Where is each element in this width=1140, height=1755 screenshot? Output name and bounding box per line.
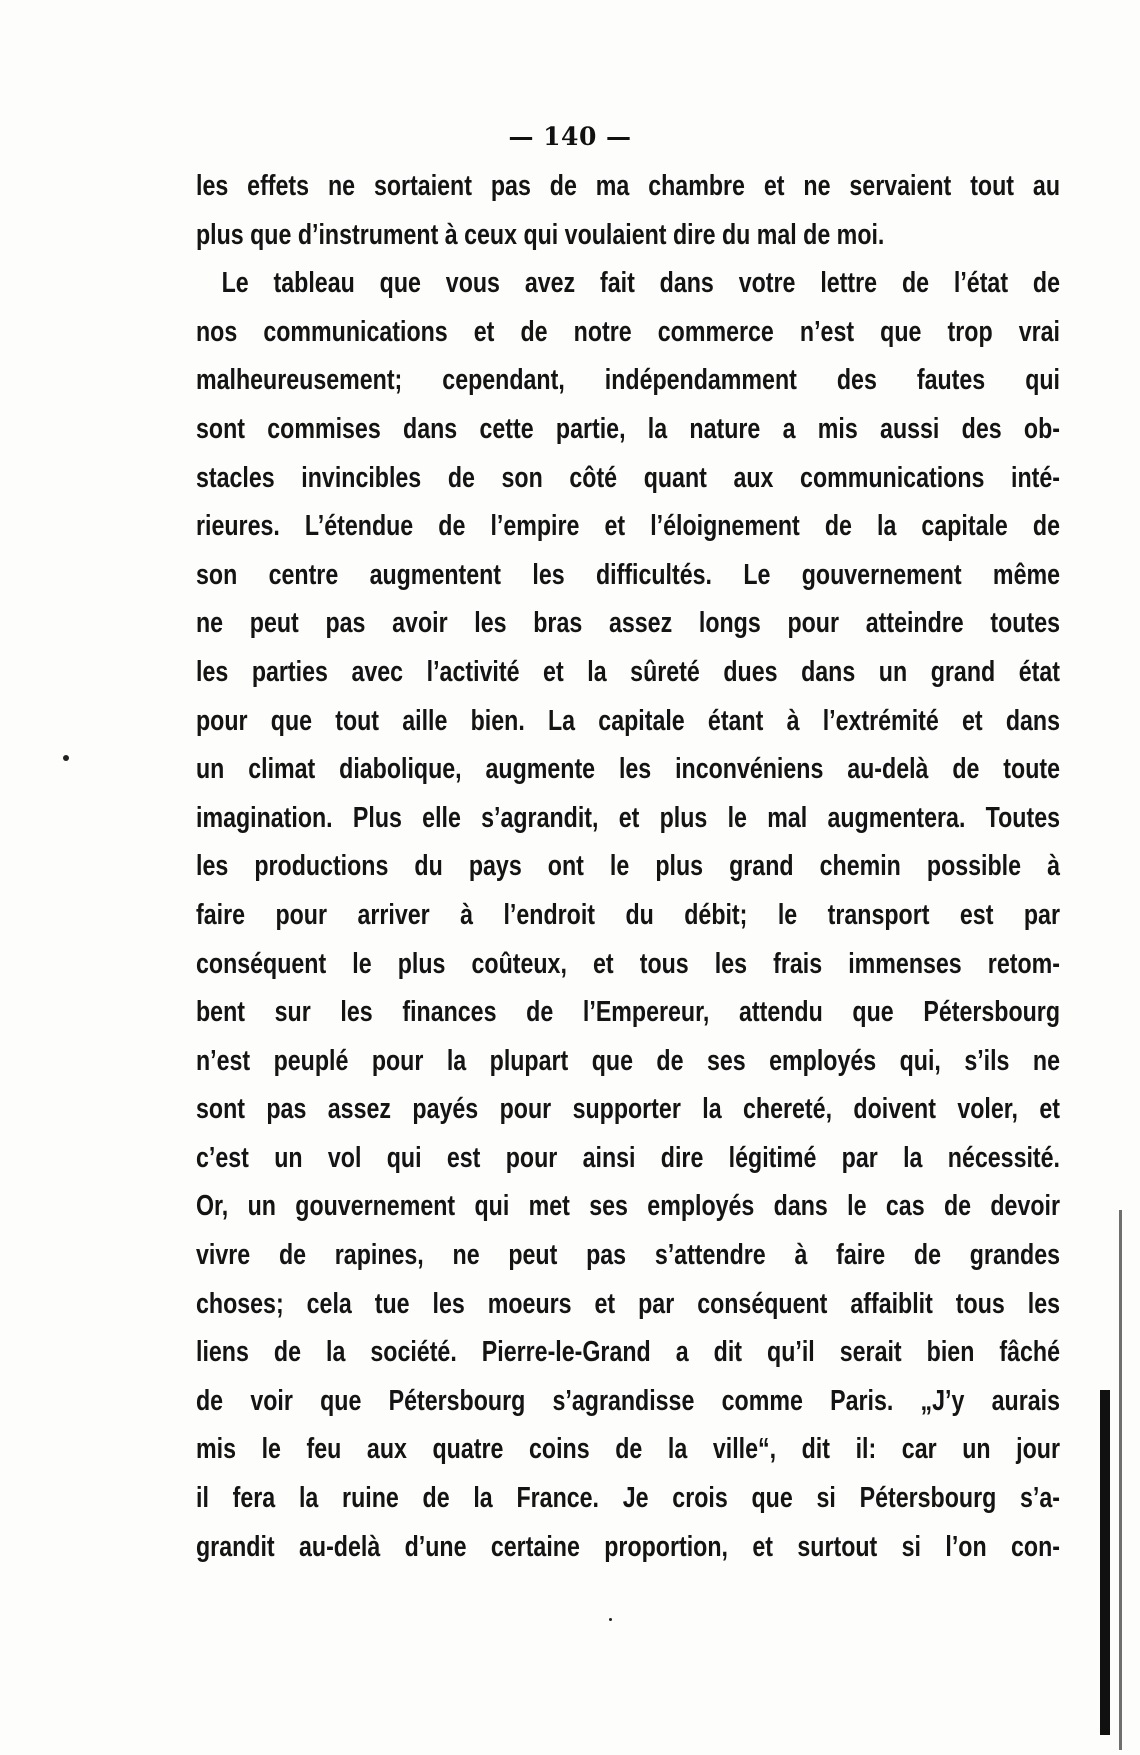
text-line: stacles invincibles de son côté quant aux communications inté- <box>196 461 1060 494</box>
text-line: liens de la société. Pierre-le-Grand a dit qu’il serait bien fâché <box>196 1336 1060 1369</box>
text-line: Or, un gouvernement qui met ses employés dans le cas de devoir <box>196 1190 1060 1223</box>
text-line: mis le feu aux quatre coins de la ville“, dit il: car un jour <box>196 1433 1060 1466</box>
body-text <box>196 162 1060 1571</box>
text-line: plus que d’instrument à ceux qui voulaient dire du mal de moi. <box>196 218 885 251</box>
text-line: choses; cela tue les moeurs et par conséquent affaiblit tous les <box>196 1287 1060 1320</box>
text-line: conséquent le plus coûteux, et tous les frais immenses retom- <box>196 947 1060 980</box>
text-line: vivre de rapines, ne peut pas s’attendre à faire de grandes <box>196 1239 1060 1272</box>
text-line: un climat diabolique, augmente les inconvéniens au-delà de toute <box>196 753 1060 786</box>
text-line: les effets ne sortaient pas de ma chambre et ne servaient tout au <box>196 170 1060 202</box>
text-line: n’est peuplé pour la plupart que de ses employés qui, s’ils ne <box>196 1044 1060 1077</box>
scan-edge-line <box>1119 1210 1122 1750</box>
margin-speck <box>63 755 69 761</box>
text-line: rieures. L’étendue de l’empire et l’éloignement de la capitale de <box>196 510 1060 543</box>
text-line: imagination. Plus elle s’agrandit, et plus le mal augmentera. Toutes <box>196 801 1060 834</box>
text-line: grandit au-delà d’une certaine proportion, et surtout si l’on con- <box>196 1530 1060 1563</box>
text-line: sont pas assez payés pour supporter la chereté, doivent voler, et <box>196 1093 1060 1126</box>
text-line: Le tableau que vous avez fait dans votre lettre de l’état de <box>221 267 1061 300</box>
text-line: ne peut pas avoir les bras assez longs pour atteindre toutes <box>196 607 1060 640</box>
page-number: — 140 — <box>508 122 632 151</box>
text-line: malheureusement; cependant, indépendamment des fautes qui <box>196 364 1060 397</box>
scan-edge-mark <box>1100 1390 1110 1735</box>
text-line: bent sur les finances de l’Empereur, attendu que Pétersbourg <box>196 996 1060 1029</box>
text-line: nos communications et de notre commerce n’est que trop vrai <box>196 315 1060 348</box>
text-line: sont commises dans cette partie, la nature a mis aussi des ob- <box>196 412 1060 445</box>
text-line: son centre augmentent les difficultés. Le gouvernement même <box>196 558 1060 591</box>
text-line: il fera la ruine de la France. Je crois que si Pétersbourg s’a- <box>196 1482 1060 1515</box>
text-line: les productions du pays ont le plus grand chemin possible à <box>196 850 1060 883</box>
text-line: les parties avec l’activité et la sûreté dues dans un grand état <box>196 655 1060 688</box>
text-line: de voir que Pétersbourg s’agrandisse comme Paris. „J’y aurais <box>196 1384 1060 1417</box>
text-line: pour que tout aille bien. La capitale étant à l’extrémité et dans <box>196 704 1060 737</box>
bottom-speck <box>609 1618 612 1621</box>
text-line: faire pour arriver à l’endroit du débit; le transport est par <box>196 898 1060 931</box>
text-line: c’est un vol qui est pour ainsi dire légitimé par la nécessité. <box>196 1141 1060 1174</box>
